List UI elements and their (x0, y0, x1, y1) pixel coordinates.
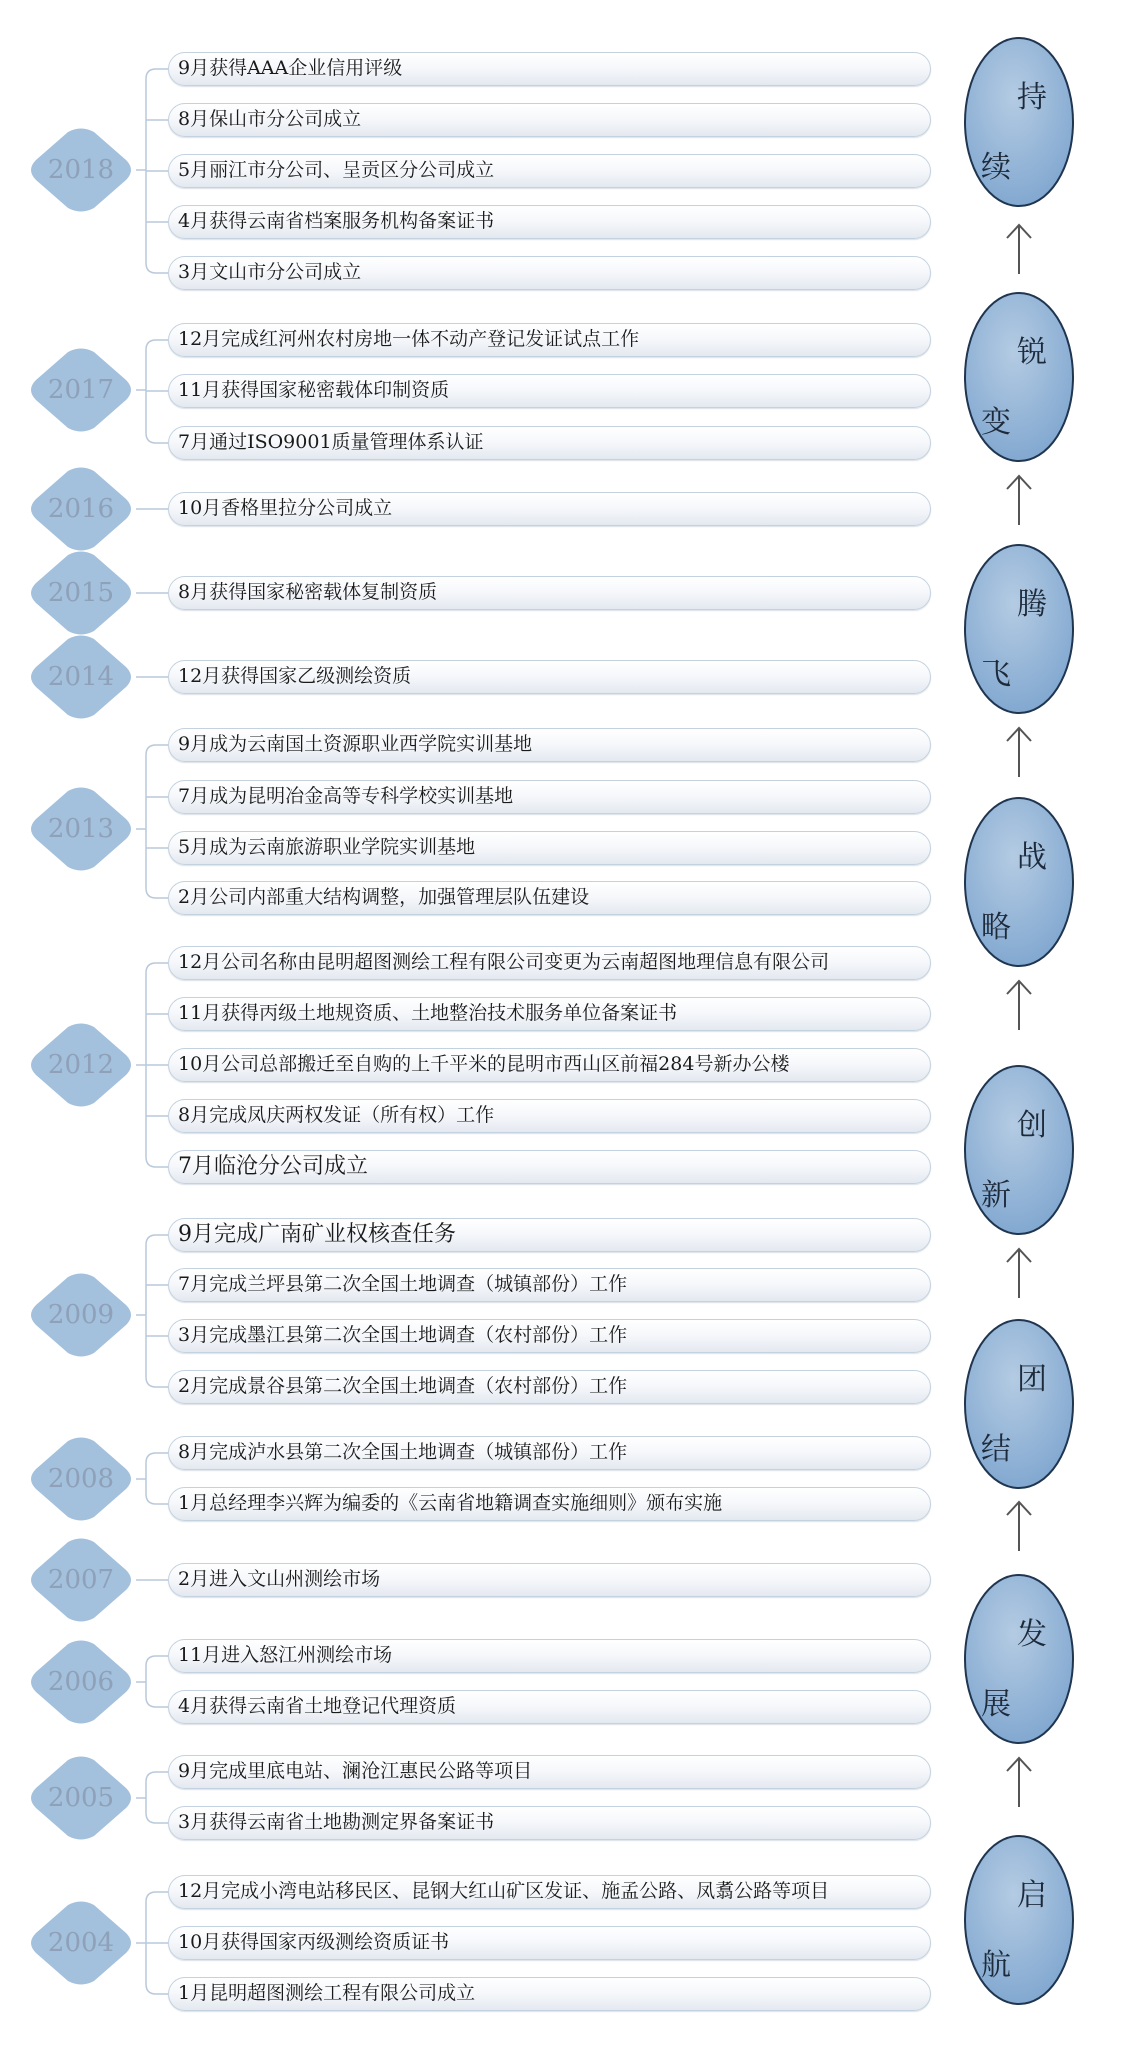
event-connector (146, 1984, 168, 1994)
event-item: 10月获得国家丙级测绘资质证书 (168, 1926, 931, 1960)
event-item: 9月完成广南矿业权核查任务 (168, 1218, 931, 1252)
year-diamond-2016 (26, 467, 136, 551)
stage-oval (963, 796, 1075, 968)
event-connector (146, 1892, 168, 1902)
event-connector (146, 263, 168, 273)
up-arrow-icon (1004, 1499, 1034, 1553)
stage-char-1: 锐 (1017, 335, 1047, 370)
event-connector (146, 433, 168, 443)
stage-char-2: 航 (981, 1948, 1011, 1983)
event-item: 9月完成里底电站、澜沧江惠民公路等项目 (168, 1755, 931, 1789)
event-item: 8月完成泸水县第二次全国土地调查（城镇部份）工作 (168, 1436, 931, 1470)
stage-char-2: 续 (981, 150, 1011, 185)
event-item: 10月香格里拉分公司成立 (168, 492, 931, 526)
stage-char-1: 战 (1017, 840, 1047, 875)
year-diamond-2014 (26, 635, 136, 719)
event-item: 12月公司名称由昆明超图测绘工程有限公司变更为云南超图地理信息有限公司 (168, 946, 931, 980)
year-label: 2004 (47, 1928, 115, 1958)
event-item: 3月完成墨江县第二次全国土地调查（农村部份）工作 (168, 1319, 931, 1353)
up-arrow-icon (1004, 1755, 1034, 1809)
year-label: 2013 (47, 814, 115, 844)
event-connector (146, 1377, 168, 1387)
event-item: 1月总经理李兴辉为编委的《云南省地籍调查实施细则》颁布实施 (168, 1487, 931, 1521)
event-item: 12月获得国家乙级测绘资质 (168, 660, 931, 694)
event-item: 12月完成红河州农村房地一体不动产登记发证试点工作 (168, 323, 931, 357)
stage-char-2: 略 (981, 910, 1011, 945)
year-label: 2014 (47, 662, 115, 692)
event-item: 11月获得国家秘密载体印制资质 (168, 374, 931, 408)
up-arrow-icon (1004, 473, 1034, 527)
event-item: 8月保山市分公司成立 (168, 103, 931, 137)
event-connector (146, 1453, 168, 1463)
event-item: 11月进入怒江州测绘市场 (168, 1639, 931, 1673)
stage-char-2: 变 (981, 405, 1011, 440)
event-item: 7月成为昆明冶金高等专科学校实训基地 (168, 780, 931, 814)
event-item: 2月完成景谷县第二次全国土地调查（农村部份）工作 (168, 1370, 931, 1404)
up-arrow-icon (1004, 1246, 1034, 1300)
event-item: 4月获得云南省土地登记代理资质 (168, 1690, 931, 1724)
event-item: 9月成为云南国土资源职业西学院实训基地 (168, 728, 931, 762)
year-diamond-2017 (26, 348, 136, 432)
stage-char-1: 创 (1017, 1108, 1047, 1143)
event-connector (146, 1494, 168, 1504)
year-label: 2017 (47, 375, 115, 405)
stage-char-1: 发 (1017, 1617, 1047, 1652)
year-label: 2005 (47, 1783, 115, 1813)
event-item: 1月昆明超图测绘工程有限公司成立 (168, 1977, 931, 2011)
up-arrow-icon (1004, 222, 1034, 276)
event-item: 7月通过ISO9001质量管理体系认证 (168, 426, 931, 460)
stage-oval (963, 36, 1075, 208)
stage-oval (963, 1834, 1075, 2006)
event-item: 5月成为云南旅游职业学院实训基地 (168, 831, 931, 865)
event-connector (146, 1813, 168, 1823)
event-connector (146, 1772, 168, 1782)
event-connector (146, 340, 168, 350)
stage-char-2: 飞 (981, 657, 1011, 692)
year-label: 2012 (47, 1050, 115, 1080)
stage-oval (963, 1064, 1075, 1236)
year-diamond-2008 (26, 1437, 136, 1521)
stage-char-2: 新 (981, 1178, 1011, 1213)
event-item: 7月完成兰坪县第二次全国土地调查（城镇部份）工作 (168, 1268, 931, 1302)
event-item: 10月公司总部搬迁至自购的上千平米的昆明市西山区前福284号新办公楼 (168, 1048, 931, 1082)
stage-oval (963, 1573, 1075, 1745)
up-arrow-icon (1004, 978, 1034, 1032)
event-connector (146, 1697, 168, 1707)
event-item: 11月获得丙级土地规资质、土地整治技术服务单位备案证书 (168, 997, 931, 1031)
stage-char-2: 展 (981, 1687, 1011, 1722)
event-connector (146, 1157, 168, 1167)
year-label: 2018 (47, 155, 115, 185)
event-item: 8月完成凤庆两权发证（所有权）工作 (168, 1099, 931, 1133)
event-item: 3月获得云南省土地勘测定界备案证书 (168, 1806, 931, 1840)
stage-char-1: 团 (1017, 1362, 1047, 1397)
year-diamond-2006 (26, 1640, 136, 1724)
year-label: 2006 (47, 1667, 115, 1697)
event-item: 9月获得AAA企业信用评级 (168, 52, 931, 86)
event-item: 7月临沧分公司成立 (168, 1150, 931, 1184)
event-item: 2月公司内部重大结构调整，加强管理层队伍建设 (168, 881, 931, 915)
year-label: 2007 (47, 1565, 115, 1595)
event-item: 3月文山市分公司成立 (168, 256, 931, 290)
stage-char-1: 持 (1017, 80, 1047, 115)
year-diamond-2012 (26, 1023, 136, 1107)
stage-char-1: 腾 (1017, 587, 1047, 622)
event-item: 12月完成小湾电站移民区、昆钢大红山矿区发证、施孟公路、凤翥公路等项目 (168, 1875, 931, 1909)
year-label: 2015 (47, 578, 115, 608)
year-diamond-2007 (26, 1538, 136, 1622)
event-connector (146, 963, 168, 973)
event-item: 2月进入文山州测绘市场 (168, 1563, 931, 1597)
event-connector (146, 745, 168, 755)
stage-oval (963, 291, 1075, 463)
year-diamond-2009 (26, 1273, 136, 1357)
year-diamond-2015 (26, 551, 136, 635)
stage-char-2: 结 (981, 1432, 1011, 1467)
year-diamond-2013 (26, 787, 136, 871)
year-label: 2008 (47, 1464, 115, 1494)
year-label: 2009 (47, 1300, 115, 1330)
year-diamond-2004 (26, 1901, 136, 1985)
event-connector (146, 1656, 168, 1666)
stage-char-1: 启 (1017, 1878, 1047, 1913)
year-diamond-2005 (26, 1756, 136, 1840)
year-diamond-2018 (26, 128, 136, 212)
stage-oval (963, 1318, 1075, 1490)
up-arrow-icon (1004, 725, 1034, 779)
stage-oval (963, 543, 1075, 715)
event-connector (146, 69, 168, 79)
event-item: 4月获得云南省档案服务机构备案证书 (168, 205, 931, 239)
event-connector (146, 888, 168, 898)
event-connector (146, 1235, 168, 1245)
year-label: 2016 (47, 494, 115, 524)
event-item: 8月获得国家秘密载体复制资质 (168, 576, 931, 610)
event-item: 5月丽江市分公司、呈贡区分公司成立 (168, 154, 931, 188)
